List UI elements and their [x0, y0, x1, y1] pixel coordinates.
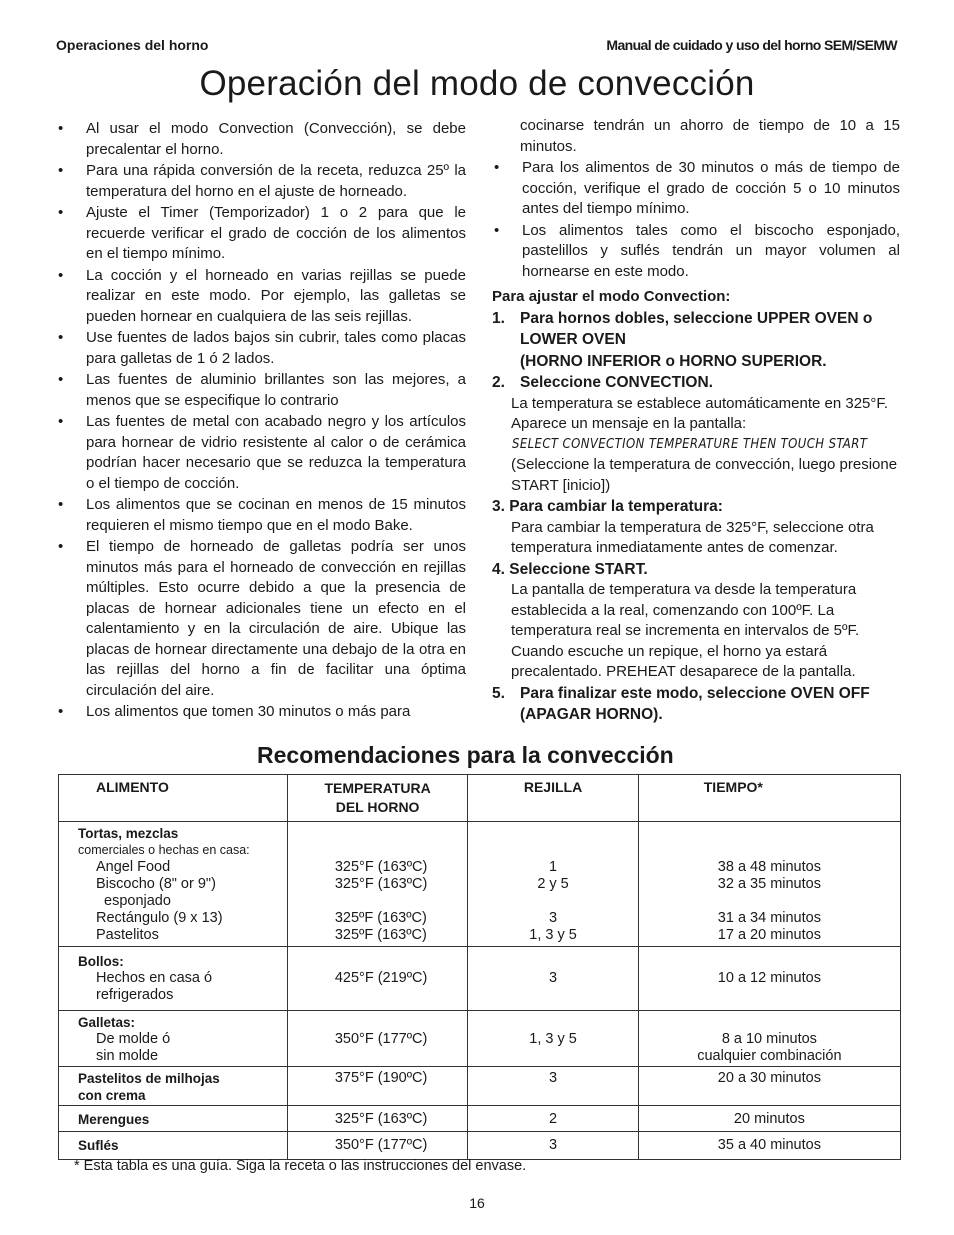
- food-item: con crema: [78, 1088, 146, 1103]
- step-2: [492, 372, 900, 394]
- table-row: [59, 947, 901, 1011]
- group-label: Bollos:: [78, 954, 124, 969]
- temp-cell: [287, 822, 467, 947]
- food-item: sin molde: [96, 1048, 159, 1064]
- food-item: Suflés: [78, 1138, 119, 1153]
- food-item: Pastelitos de milhojas: [78, 1071, 220, 1086]
- bullet-item: • Para una rápida conversión de la receta, reduzca 25º la temperatura del horno en el ajuste de horneado.: [56, 161, 466, 202]
- bullet-item: • Ajuste el Timer (Temporizador) 1 o 2 para que le recuerde verificar el grado de cocción de los alimentos en el tiempo mínimo.: [56, 203, 466, 265]
- page-title: Operación del modo de convección: [199, 64, 755, 103]
- bullet-item: • Las fuentes de aluminio brillantes son las mejores, a menos que se especifique lo contrario: [56, 370, 466, 411]
- time-cell: [638, 1011, 900, 1067]
- food-item: De molde ó: [96, 1031, 171, 1047]
- step-3-title: 3. Para cambiar la temperatura:: [492, 498, 723, 515]
- rack-value: 3: [549, 1137, 558, 1153]
- temp-value: 325°F (163ºC): [334, 1111, 428, 1127]
- time-value: 35 a 40 minutos: [717, 1137, 821, 1153]
- temp-cell: [287, 1106, 467, 1132]
- time-cell: [638, 947, 900, 1011]
- step-4-title: 4. Seleccione START.: [492, 560, 648, 578]
- food-item: Merengues: [78, 1112, 150, 1127]
- bullet-item: • Las fuentes de metal con acabado negro y los artículos para hornear de vidrio resistente al calor o de cerámica podrían hacer necesario que se reduzca la temperatura o el tiempo de cocción.: [56, 412, 466, 494]
- food-cell: [59, 822, 288, 947]
- step-number: 5.: [492, 684, 505, 702]
- header-section-label: Operaciones del horno: [56, 37, 209, 53]
- temp-value: 350°F (177ºC): [334, 1031, 428, 1047]
- time-cell: [638, 1106, 900, 1132]
- table-row: [59, 1067, 901, 1106]
- time-value: 31 a 34 minutos: [717, 910, 821, 926]
- food-cell: [59, 1067, 288, 1106]
- temp-value: 325°F (163ºC): [334, 859, 428, 875]
- bullet-item: • Al usar el modo Convection (Convección), se debe precalentar el horno.: [56, 119, 466, 160]
- header-line: DEL HORNO: [335, 799, 420, 815]
- rack-value: 3: [549, 910, 558, 926]
- step-number: 2.: [492, 374, 505, 391]
- rack-cell: [468, 1011, 638, 1067]
- food-item: Biscocho (8" or 9"): [96, 876, 216, 892]
- temp-value: 375°F (190ºC): [334, 1070, 428, 1086]
- bullet-item: • Para los alimentos de 30 minutos o más de tiempo de cocción, verifique el grado de cocción 5 o 10 minutos antes del tiempo mínimo.: [492, 158, 900, 220]
- rack-value: 3: [549, 1070, 558, 1086]
- spacer: [468, 893, 637, 910]
- header-manual-title: Manual de cuidado y uso del horno SEM/SEMW: [606, 37, 897, 53]
- step-2-translation: (Seleccione la temperatura de convección, luego presione START [inicio]): [511, 456, 898, 494]
- bullet-item: • Los alimentos que se cocinan en menos de 15 minutos requieren el mismo tiempo que en el modo Bake.: [56, 495, 466, 536]
- temp-value: 350°F (177ºC): [334, 1137, 428, 1153]
- rack-value: 1, 3 y 5: [529, 1031, 577, 1047]
- food-cell: [59, 1106, 288, 1132]
- temp-cell: [287, 1067, 467, 1106]
- spacer: [335, 893, 467, 910]
- right-column: [492, 116, 900, 726]
- step-1-text: Para hornos dobles, seleccione UPPER OVEN o LOWER OVEN: [520, 309, 873, 348]
- step-1: [492, 308, 900, 373]
- table-header-row: [59, 775, 901, 822]
- rack-value: 1: [549, 859, 558, 875]
- time-value: 8 a 10 minutos: [721, 1031, 817, 1047]
- bullet-item: • La cocción y el horneado en varias rejillas se puede realizar en este modo. Por ejemplo, las galletas se pueden hornear en cualquiera de las seis rejillas.: [56, 266, 466, 328]
- food-item: esponjado: [104, 893, 171, 909]
- food-cell: [59, 1011, 288, 1067]
- time-cell: [638, 1132, 900, 1160]
- col-header-rack: REJILLA: [468, 775, 638, 822]
- convection-table: [58, 774, 901, 1160]
- time-cell: [638, 1067, 900, 1106]
- step-number: 1.: [492, 309, 505, 327]
- temp-value: 325ºF (163ºC): [334, 910, 427, 926]
- temp-cell: [287, 947, 467, 1011]
- temp-cell: [287, 1011, 467, 1067]
- display-message: SELECT CONVECTION TEMPERATURE THEN TOUCH START: [512, 436, 868, 452]
- food-cell: [59, 947, 288, 1011]
- col-header-temperature: [287, 775, 467, 822]
- time-value: 10 a 12 minutos: [717, 970, 821, 986]
- step-2-body: La temperatura se establece automáticamente en 325°F. Aparece un mensaje en la pantalla:: [511, 394, 889, 432]
- right-bullet-list: [492, 158, 900, 282]
- left-column: [56, 119, 466, 724]
- rack-cell: [468, 1132, 638, 1160]
- table-row: [59, 1106, 901, 1132]
- time-value: 32 a 35 minutos: [717, 876, 821, 892]
- temp-value: 325ºF (163ºC): [334, 927, 427, 943]
- header-line: TEMPERATURA: [324, 780, 431, 796]
- left-bullet-list: [56, 119, 466, 723]
- rack-cell: [468, 822, 638, 947]
- time-value: 38 a 48 minutos: [717, 859, 821, 875]
- food-item: refrigerados: [96, 987, 174, 1003]
- food-item: Pastelitos: [96, 927, 159, 943]
- page-number: 16: [469, 1195, 485, 1211]
- food-cell: [59, 1132, 288, 1160]
- bullet-item: • Los alimentos tales como el biscocho esponjado, pastelillos y suflés tendrán un mayor volumen al hornearse en este modo.: [492, 221, 900, 283]
- rack-value: 2 y 5: [537, 876, 569, 892]
- group-label: Galletas:: [78, 1015, 136, 1030]
- step-5-text: Para finalizar este modo, seleccione OVEN OFF (APAGAR HORNO).: [520, 684, 870, 723]
- rack-value: 1, 3 y 5: [529, 927, 577, 943]
- bullet-item: • Use fuentes de lados bajos sin cubrir, tales como placas para galletas de 1 ó 2 lados.: [56, 328, 466, 369]
- rack-cell: [468, 1067, 638, 1106]
- rack-value: 2: [549, 1111, 558, 1127]
- step-5: [492, 683, 900, 726]
- spacer: [639, 893, 900, 910]
- time-value: 20 a 30 minutos: [717, 1070, 821, 1086]
- table-footnote: * Esta tabla es una guía. Siga la receta o las instrucciones del envase.: [74, 1158, 527, 1174]
- step-4-body: La pantalla de temperatura va desde la temperatura establecida a la real, comenzando con 100ºF. La temperatura real se incrementa en intervalos de 5ºF. Cuando escuche un repique, el horno ya estará precalentado. PREHEAT desaparece de la pantalla.: [511, 581, 860, 680]
- food-item: Rectángulo (9 x 13): [96, 910, 223, 926]
- time-cell: [638, 822, 900, 947]
- col-header-time: TIEMPO*: [638, 775, 900, 822]
- table-row: [59, 822, 901, 947]
- temp-value: 325°F (163ºC): [334, 876, 428, 892]
- col-header-food: ALIMENTO: [59, 775, 288, 822]
- section-title: Recomendaciones para la convección: [257, 742, 674, 768]
- rack-cell: [468, 1106, 638, 1132]
- steps-heading: Para ajustar el modo Convection:: [492, 288, 731, 305]
- temp-value: 425°F (219ºC): [334, 970, 428, 986]
- time-value: 17 a 20 minutos: [717, 927, 821, 943]
- table-row: [59, 1132, 901, 1160]
- temp-cell: [287, 1132, 467, 1160]
- group-label: Tortas, mezclas: [78, 826, 179, 841]
- rack-value: 3: [549, 970, 558, 986]
- bullet-continuation: cocinarse tendrán un ahorro de tiempo de 10 a 15 minutos.: [520, 117, 900, 155]
- step-3-body: Para cambiar la temperatura de 325°F, seleccione otra temperatura inmediatamente antes de comenzar.: [511, 518, 874, 556]
- food-item: Angel Food: [96, 859, 171, 875]
- group-sublabel: comerciales o hechas en casa:: [78, 843, 250, 857]
- food-item: Hechos en casa ó: [96, 970, 213, 986]
- step-2-text: Seleccione CONVECTION.: [520, 374, 713, 391]
- time-value: 20 minutos: [733, 1111, 805, 1127]
- bullet-item: • Los alimentos que tomen 30 minutos o más para: [56, 702, 466, 723]
- step-1-text-es: (HORNO INFERIOR o HORNO SUPERIOR.: [520, 352, 827, 370]
- table-row: [59, 1011, 901, 1067]
- rack-cell: [468, 947, 638, 1011]
- time-value: cualquier combinación: [697, 1048, 842, 1064]
- bullet-item: • El tiempo de horneado de galletas podría ser unos minutos más para el horneado de convección en rejillas múltiples. Esto ocurre debido a que la presencia de placas de hornear adicionales tiene un efecto en el calentamiento y en la circulación de aire. Ubique las placas de hornear directamente una debajo de la otra en las rejillas del horno a fin de facilitar una óptima circulación del aire.: [56, 537, 466, 701]
